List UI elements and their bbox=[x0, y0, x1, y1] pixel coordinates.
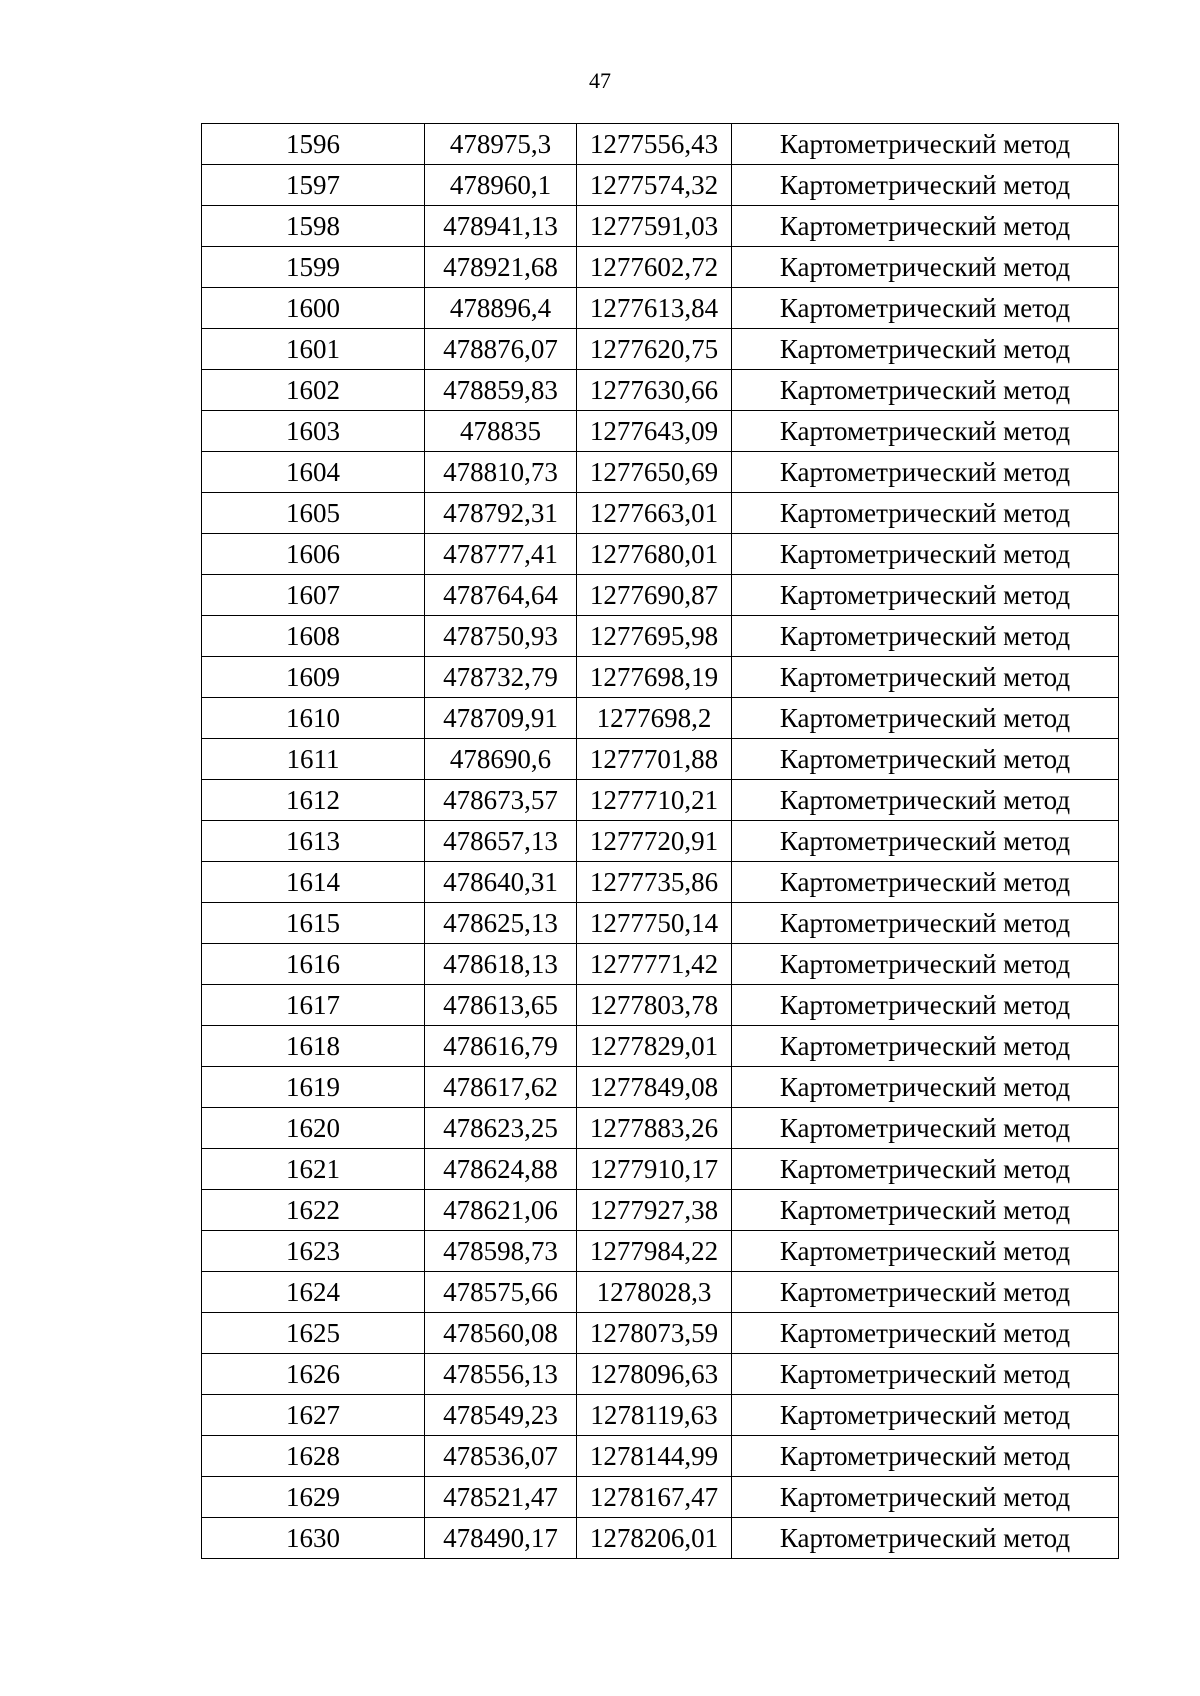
point-number-cell: 1629 bbox=[202, 1477, 425, 1518]
y-coordinate-cell: 1277720,91 bbox=[577, 821, 732, 862]
point-number-cell: 1614 bbox=[202, 862, 425, 903]
method-cell: Картометрический метод bbox=[732, 1108, 1119, 1149]
x-coordinate-cell: 478690,6 bbox=[425, 739, 577, 780]
method-cell: Картометрический метод bbox=[732, 206, 1119, 247]
x-coordinate-cell: 478764,64 bbox=[425, 575, 577, 616]
point-number-cell: 1607 bbox=[202, 575, 425, 616]
y-coordinate-cell: 1277984,22 bbox=[577, 1231, 732, 1272]
method-cell: Картометрический метод bbox=[732, 1231, 1119, 1272]
point-number-cell: 1608 bbox=[202, 616, 425, 657]
point-number-cell: 1621 bbox=[202, 1149, 425, 1190]
y-coordinate-cell: 1277735,86 bbox=[577, 862, 732, 903]
x-coordinate-cell: 478876,07 bbox=[425, 329, 577, 370]
x-coordinate-cell: 478657,13 bbox=[425, 821, 577, 862]
table-row bbox=[202, 1067, 1119, 1108]
table-row bbox=[202, 411, 1119, 452]
point-number-cell: 1596 bbox=[202, 124, 425, 165]
x-coordinate-cell: 478617,62 bbox=[425, 1067, 577, 1108]
table-row bbox=[202, 370, 1119, 411]
x-coordinate-cell: 478625,13 bbox=[425, 903, 577, 944]
table-row bbox=[202, 124, 1119, 165]
y-coordinate-cell: 1277771,42 bbox=[577, 944, 732, 985]
method-cell: Картометрический метод bbox=[732, 944, 1119, 985]
method-cell: Картометрический метод bbox=[732, 370, 1119, 411]
point-number-cell: 1620 bbox=[202, 1108, 425, 1149]
y-coordinate-cell: 1277690,87 bbox=[577, 575, 732, 616]
point-number-cell: 1604 bbox=[202, 452, 425, 493]
x-coordinate-cell: 478521,47 bbox=[425, 1477, 577, 1518]
table-row bbox=[202, 329, 1119, 370]
y-coordinate-cell: 1277829,01 bbox=[577, 1026, 732, 1067]
y-coordinate-cell: 1277883,26 bbox=[577, 1108, 732, 1149]
point-number-cell: 1610 bbox=[202, 698, 425, 739]
table-row bbox=[202, 821, 1119, 862]
method-cell: Картометрический метод bbox=[732, 657, 1119, 698]
table-row bbox=[202, 1108, 1119, 1149]
method-cell: Картометрический метод bbox=[732, 1313, 1119, 1354]
x-coordinate-cell: 478750,93 bbox=[425, 616, 577, 657]
y-coordinate-cell: 1277663,01 bbox=[577, 493, 732, 534]
table-row bbox=[202, 944, 1119, 985]
y-coordinate-cell: 1277849,08 bbox=[577, 1067, 732, 1108]
x-coordinate-cell: 478792,31 bbox=[425, 493, 577, 534]
point-number-cell: 1613 bbox=[202, 821, 425, 862]
method-cell: Картометрический метод bbox=[732, 1395, 1119, 1436]
x-coordinate-cell: 478941,13 bbox=[425, 206, 577, 247]
point-number-cell: 1602 bbox=[202, 370, 425, 411]
method-cell: Картометрический метод bbox=[732, 1149, 1119, 1190]
table-row bbox=[202, 698, 1119, 739]
x-coordinate-cell: 478896,4 bbox=[425, 288, 577, 329]
method-cell: Картометрический метод bbox=[732, 493, 1119, 534]
method-cell: Картометрический метод bbox=[732, 903, 1119, 944]
point-number-cell: 1612 bbox=[202, 780, 425, 821]
method-cell: Картометрический метод bbox=[732, 1518, 1119, 1559]
table-row bbox=[202, 1395, 1119, 1436]
coordinates-table bbox=[201, 123, 1119, 1559]
method-cell: Картометрический метод bbox=[732, 1436, 1119, 1477]
point-number-cell: 1617 bbox=[202, 985, 425, 1026]
table-row bbox=[202, 616, 1119, 657]
x-coordinate-cell: 478960,1 bbox=[425, 165, 577, 206]
method-cell: Картометрический метод bbox=[732, 452, 1119, 493]
x-coordinate-cell: 478560,08 bbox=[425, 1313, 577, 1354]
method-cell: Картометрический метод bbox=[732, 1477, 1119, 1518]
method-cell: Картометрический метод bbox=[732, 1272, 1119, 1313]
method-cell: Картометрический метод bbox=[732, 780, 1119, 821]
table-row bbox=[202, 1231, 1119, 1272]
y-coordinate-cell: 1277927,38 bbox=[577, 1190, 732, 1231]
y-coordinate-cell: 1278206,01 bbox=[577, 1518, 732, 1559]
point-number-cell: 1618 bbox=[202, 1026, 425, 1067]
point-number-cell: 1601 bbox=[202, 329, 425, 370]
x-coordinate-cell: 478536,07 bbox=[425, 1436, 577, 1477]
method-cell: Картометрический метод bbox=[732, 124, 1119, 165]
table-row bbox=[202, 165, 1119, 206]
x-coordinate-cell: 478575,66 bbox=[425, 1272, 577, 1313]
y-coordinate-cell: 1277698,19 bbox=[577, 657, 732, 698]
method-cell: Картометрический метод bbox=[732, 1067, 1119, 1108]
x-coordinate-cell: 478616,79 bbox=[425, 1026, 577, 1067]
method-cell: Картометрический метод bbox=[732, 1026, 1119, 1067]
table-row bbox=[202, 575, 1119, 616]
point-number-cell: 1605 bbox=[202, 493, 425, 534]
table-row bbox=[202, 1477, 1119, 1518]
table-row bbox=[202, 534, 1119, 575]
point-number-cell: 1628 bbox=[202, 1436, 425, 1477]
method-cell: Картометрический метод bbox=[732, 821, 1119, 862]
y-coordinate-cell: 1277698,2 bbox=[577, 698, 732, 739]
x-coordinate-cell: 478556,13 bbox=[425, 1354, 577, 1395]
point-number-cell: 1599 bbox=[202, 247, 425, 288]
x-coordinate-cell: 478810,73 bbox=[425, 452, 577, 493]
method-cell: Картометрический метод bbox=[732, 411, 1119, 452]
x-coordinate-cell: 478709,91 bbox=[425, 698, 577, 739]
method-cell: Картометрический метод bbox=[732, 1190, 1119, 1231]
table-row bbox=[202, 1436, 1119, 1477]
x-coordinate-cell: 478732,79 bbox=[425, 657, 577, 698]
y-coordinate-cell: 1277680,01 bbox=[577, 534, 732, 575]
x-coordinate-cell: 478673,57 bbox=[425, 780, 577, 821]
table-row bbox=[202, 739, 1119, 780]
y-coordinate-cell: 1277710,21 bbox=[577, 780, 732, 821]
point-number-cell: 1624 bbox=[202, 1272, 425, 1313]
y-coordinate-cell: 1277556,43 bbox=[577, 124, 732, 165]
table-row bbox=[202, 657, 1119, 698]
table-row bbox=[202, 1149, 1119, 1190]
y-coordinate-cell: 1277650,69 bbox=[577, 452, 732, 493]
point-number-cell: 1611 bbox=[202, 739, 425, 780]
method-cell: Картометрический метод bbox=[732, 534, 1119, 575]
method-cell: Картометрический метод bbox=[732, 247, 1119, 288]
table-row bbox=[202, 985, 1119, 1026]
point-number-cell: 1616 bbox=[202, 944, 425, 985]
point-number-cell: 1606 bbox=[202, 534, 425, 575]
method-cell: Картометрический метод bbox=[732, 329, 1119, 370]
method-cell: Картометрический метод bbox=[732, 739, 1119, 780]
table-row bbox=[202, 1272, 1119, 1313]
y-coordinate-cell: 1277701,88 bbox=[577, 739, 732, 780]
table-row bbox=[202, 903, 1119, 944]
method-cell: Картометрический метод bbox=[732, 575, 1119, 616]
table-row bbox=[202, 206, 1119, 247]
y-coordinate-cell: 1278096,63 bbox=[577, 1354, 732, 1395]
y-coordinate-cell: 1277910,17 bbox=[577, 1149, 732, 1190]
y-coordinate-cell: 1277574,32 bbox=[577, 165, 732, 206]
y-coordinate-cell: 1278167,47 bbox=[577, 1477, 732, 1518]
table-row bbox=[202, 288, 1119, 329]
y-coordinate-cell: 1277591,03 bbox=[577, 206, 732, 247]
x-coordinate-cell: 478613,65 bbox=[425, 985, 577, 1026]
y-coordinate-cell: 1277630,66 bbox=[577, 370, 732, 411]
point-number-cell: 1625 bbox=[202, 1313, 425, 1354]
point-number-cell: 1626 bbox=[202, 1354, 425, 1395]
method-cell: Картометрический метод bbox=[732, 616, 1119, 657]
point-number-cell: 1600 bbox=[202, 288, 425, 329]
table-row bbox=[202, 452, 1119, 493]
method-cell: Картометрический метод bbox=[732, 288, 1119, 329]
table-row bbox=[202, 1313, 1119, 1354]
table-row bbox=[202, 1354, 1119, 1395]
method-cell: Картометрический метод bbox=[732, 165, 1119, 206]
method-cell: Картометрический метод bbox=[732, 985, 1119, 1026]
page-number: 47 bbox=[589, 68, 611, 93]
y-coordinate-cell: 1277643,09 bbox=[577, 411, 732, 452]
y-coordinate-cell: 1277803,78 bbox=[577, 985, 732, 1026]
x-coordinate-cell: 478921,68 bbox=[425, 247, 577, 288]
x-coordinate-cell: 478835 bbox=[425, 411, 577, 452]
y-coordinate-cell: 1278144,99 bbox=[577, 1436, 732, 1477]
x-coordinate-cell: 478621,06 bbox=[425, 1190, 577, 1231]
point-number-cell: 1627 bbox=[202, 1395, 425, 1436]
y-coordinate-cell: 1277750,14 bbox=[577, 903, 732, 944]
x-coordinate-cell: 478640,31 bbox=[425, 862, 577, 903]
point-number-cell: 1598 bbox=[202, 206, 425, 247]
x-coordinate-cell: 478549,23 bbox=[425, 1395, 577, 1436]
x-coordinate-cell: 478777,41 bbox=[425, 534, 577, 575]
method-cell: Картометрический метод bbox=[732, 1354, 1119, 1395]
y-coordinate-cell: 1277695,98 bbox=[577, 616, 732, 657]
x-coordinate-cell: 478624,88 bbox=[425, 1149, 577, 1190]
table-row bbox=[202, 1518, 1119, 1559]
x-coordinate-cell: 478598,73 bbox=[425, 1231, 577, 1272]
x-coordinate-cell: 478618,13 bbox=[425, 944, 577, 985]
point-number-cell: 1609 bbox=[202, 657, 425, 698]
method-cell: Картометрический метод bbox=[732, 862, 1119, 903]
point-number-cell: 1623 bbox=[202, 1231, 425, 1272]
coordinates-table-body bbox=[202, 124, 1119, 1559]
x-coordinate-cell: 478623,25 bbox=[425, 1108, 577, 1149]
point-number-cell: 1603 bbox=[202, 411, 425, 452]
point-number-cell: 1619 bbox=[202, 1067, 425, 1108]
table-row bbox=[202, 1190, 1119, 1231]
y-coordinate-cell: 1278119,63 bbox=[577, 1395, 732, 1436]
table-row bbox=[202, 247, 1119, 288]
x-coordinate-cell: 478859,83 bbox=[425, 370, 577, 411]
point-number-cell: 1597 bbox=[202, 165, 425, 206]
y-coordinate-cell: 1277620,75 bbox=[577, 329, 732, 370]
y-coordinate-cell: 1278028,3 bbox=[577, 1272, 732, 1313]
y-coordinate-cell: 1277613,84 bbox=[577, 288, 732, 329]
point-number-cell: 1615 bbox=[202, 903, 425, 944]
x-coordinate-cell: 478975,3 bbox=[425, 124, 577, 165]
table-row bbox=[202, 780, 1119, 821]
table-row bbox=[202, 493, 1119, 534]
x-coordinate-cell: 478490,17 bbox=[425, 1518, 577, 1559]
table-row bbox=[202, 1026, 1119, 1067]
y-coordinate-cell: 1278073,59 bbox=[577, 1313, 732, 1354]
point-number-cell: 1630 bbox=[202, 1518, 425, 1559]
table-row bbox=[202, 862, 1119, 903]
y-coordinate-cell: 1277602,72 bbox=[577, 247, 732, 288]
method-cell: Картометрический метод bbox=[732, 698, 1119, 739]
point-number-cell: 1622 bbox=[202, 1190, 425, 1231]
